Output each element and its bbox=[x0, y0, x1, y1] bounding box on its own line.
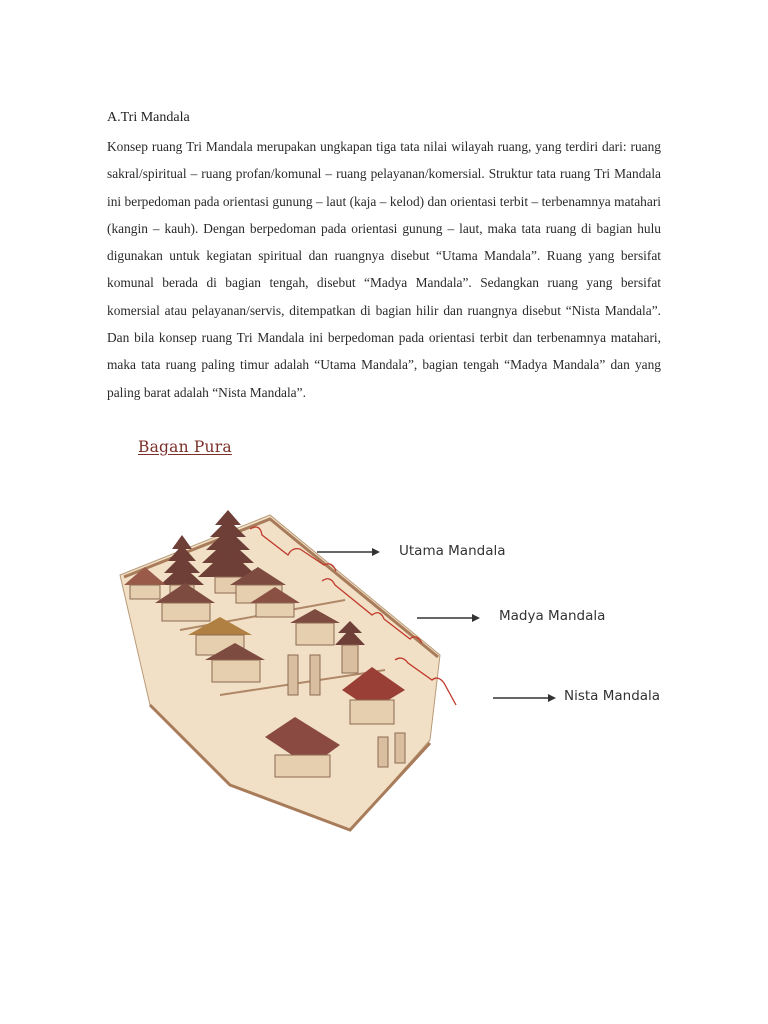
label-nista-mandala: Nista Mandala bbox=[564, 688, 661, 704]
section-heading: A.Tri Mandala bbox=[107, 110, 190, 125]
diagram-title: Bagan Pura bbox=[138, 438, 232, 456]
label-utama-mandala: Utama Mandala bbox=[399, 543, 506, 559]
temple-diagram bbox=[110, 505, 670, 835]
body-paragraph: Konsep ruang Tri Mandala merupakan ungkapan tiga tata nilai wilayah ruang, yang terdiri dari: ruang sakral/spiritual – ruang profan/komunal – ruang pelayanan/komersial. Struktur tata ruang Tri Mandala ini berpedoman pada orientasi gunung – laut (kaja – kelod) dan orientasi terbit – terbenamnya matahari (kangin – kauh). Dengan berpedoman pada orientasi gunung – laut, maka tata ruang di bagian hulu digunakan untuk kegiatan spiritual dan ruangnya disebut “Utama Mandala”. Ruang yang bersifat komunal berada di bagian tengah, disebut “Madya Mandala”. Sedangkan ruang yang bersifat komersial atau pelayanan/servis, ditempatkan di bagian hilir dan ruangnya disebut “Nista Mandala”. Dan bila konsep ruang Tri Mandala ini berpedoman pada orientasi terbit dan terbenamnya matahari, maka tata ruang paling timur adalah “Utama Mandala”, bagian tengah “Madya Mandala” dan yang paling barat adalah “Nista Mandala”. bbox=[107, 139, 661, 400]
label-madya-mandala: Madya Mandala bbox=[499, 608, 606, 624]
temple-illustration bbox=[110, 505, 670, 835]
